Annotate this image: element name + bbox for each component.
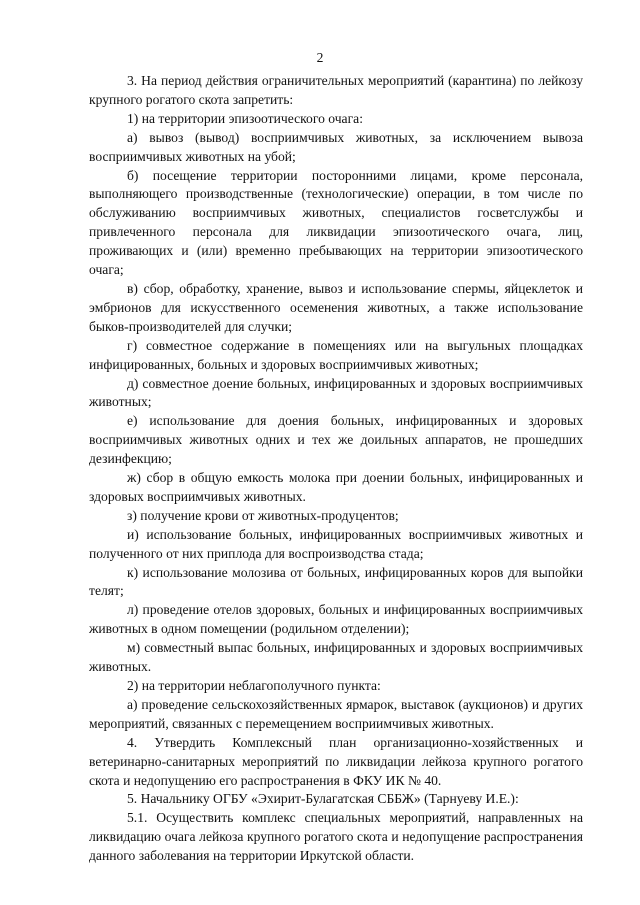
paragraph-subitem-1: 1) на территории эпизоотического очага: (127, 110, 363, 126)
paragraph-item-3: 3. На период действия ограничительных мероприятий (карантина) по лейкозу крупного рогатого скота запретить: (89, 73, 583, 107)
paragraph-subitem-z: з) получение крови от животных-продуцентов; (127, 507, 399, 523)
paragraph-subitem-d: д) совместное доение больных, инфицированных и здоровых восприимчивых животных; (89, 375, 583, 410)
document-body (89, 72, 583, 866)
paragraph-item-5: 5. Начальнику ОГБУ «Эхирит-Булагатская СББЖ» (Тарнуеву И.Е.): (127, 791, 519, 807)
paragraph-subitem-k: к) использование молозива от больных, инфицированных коров для выпойки телят; (89, 564, 583, 599)
paragraph-item-5-1: 5.1. Осуществить комплекс специальных мероприятий, направленных на ликвидацию очага лейкоза крупного рогатого скота и недопущение распространения данного заболевания на территории Иркутской области. (89, 810, 583, 864)
paragraph-subitem-a: а) вывоз (вывод) восприимчивых животных, за исключением вывоза восприимчивых животных на убой; (89, 129, 583, 164)
page-number: 2 (316, 50, 324, 65)
paragraph-subitem-e: е) использование для доения больных, инфицированных и здоровых восприимчивых животных одних и тех же доильных аппаратов, не прошедших дезинфекцию; (89, 413, 583, 467)
paragraph-subitem-zh: ж) сбор в общую емкость молока при доении больных, инфицированных и здоровых восприимчивых животных. (89, 470, 583, 504)
paragraph-subitem-i: и) использование больных, инфицированных восприимчивых животных и полученного от них приплода для воспроизводства стада; (89, 526, 583, 561)
paragraph-subitem-m: м) совместный выпас больных, инфицированных и здоровых восприимчивых животных. (89, 640, 583, 675)
paragraph-subitem-v: в) сбор, обработку, хранение, вывоз и использование спермы, яйцеклеток и эмбрионов для искусственного осеменения животных, а также использование быков-производителей для случки; (89, 280, 583, 334)
paragraph-subitem-2a: а) проведение сельскохозяйственных ярмарок, выставок (аукционов) и других мероприятий, связанных с перемещением восприимчивых животных. (89, 696, 583, 731)
paragraph-subitem-2: 2) на территории неблагополучного пункта: (127, 678, 381, 693)
paragraph-subitem-g: г) совместное содержание в помещениях или на выгульных площадках инфицированных, больных и здоровых восприимчивых животных; (89, 337, 583, 372)
paragraph-item-4: 4. Утвердить Комплексный план организационно-хозяйственных и ветеринарно-санитарных мероприятий по ликвидации лейкоза крупного рогатого скота и недопущению его распространения в ФКУ ИК № 40. (89, 734, 583, 788)
paragraph-subitem-l: л) проведение отелов здоровых, больных и инфицированных восприимчивых животных в одном помещении (родильном отделении); (89, 602, 583, 637)
paragraph-subitem-b: б) посещение территории посторонними лицами, кроме персонала, выполняющего производственные (технологические) операции, в том числе по обслуживанию восприимчивых животных, специалистов госветслужбы и привлеченного персонала для ликвидации эпизоотического очага, лиц, проживающих и (или) временно пребывающих на территории эпизоотического очага; (89, 167, 583, 278)
